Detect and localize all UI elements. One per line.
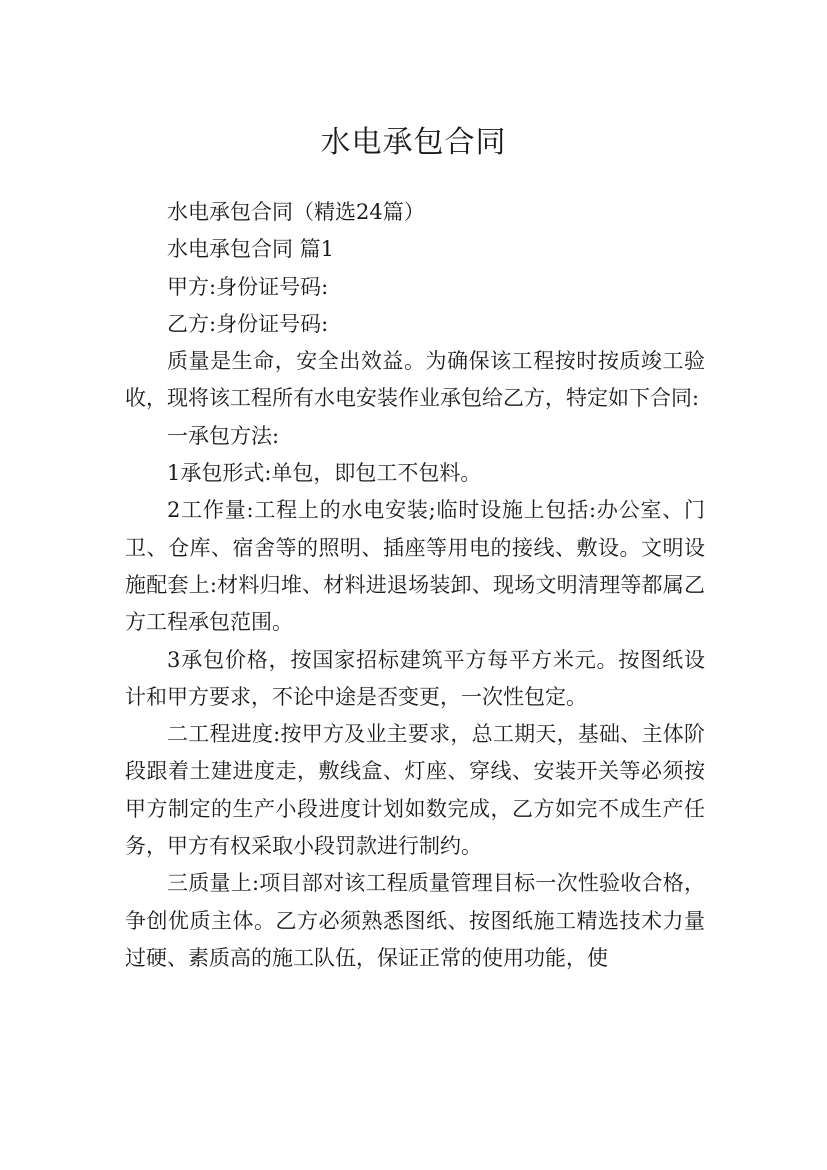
paragraph-workload: 2工作量:工程上的水电安装;临时设施上包括:办公室、门卫、仓库、宿舍等的照明、插座等用电的接线、敷设。文明设施配套上:材料归堆、材料进退场装卸、现场文明清理等都属乙方工程承包范围。: [125, 498, 705, 635]
paragraph-section-heading: 水电承包合同 篇1: [167, 237, 335, 262]
paragraph-subtitle: 水电承包合同（精选24篇）: [167, 200, 425, 224]
paragraph-party-a: 甲方:身份证号码:: [167, 274, 329, 299]
paragraph-party-b: 乙方:身份证号码:: [167, 311, 329, 336]
document-title: 水电承包合同: [320, 125, 507, 161]
paragraph-price: 3承包价格，按国家招标建筑平方每平方米元。按图纸设计和甲方要求，不论中途是否变更，一次性包定。: [125, 647, 705, 709]
paragraph-preamble: 质量是生命，安全出效益。为确保该工程按时按质竣工验收，现将该工程所有水电安装作业承包给乙方，特定如下合同:: [125, 349, 705, 411]
paragraph-contract-form: 1承包形式:单包，即包工不包料。: [167, 461, 482, 486]
paragraph-contracting-method: 一承包方法:: [167, 423, 280, 448]
paragraph-schedule: 二工程进度:按甲方及业主要求，总工期天，基础、主体阶段跟着土建进度走，敷线盒、灯座、穿线、安装开关等必须按甲方制定的生产小段进度计划如数完成，乙方如完不成生产任务，甲方有权采取小段罚款进行制约。: [125, 722, 705, 859]
paragraph-quality: 三质量上:项目部对该工程质量管理目标一次性验收合格，争创优质主体。乙方必须熟悉图纸、按图纸施工精选技术力量过硬、素质高的施工队伍，保证正常的使用功能，使: [125, 871, 705, 970]
document-body: [125, 194, 705, 977]
